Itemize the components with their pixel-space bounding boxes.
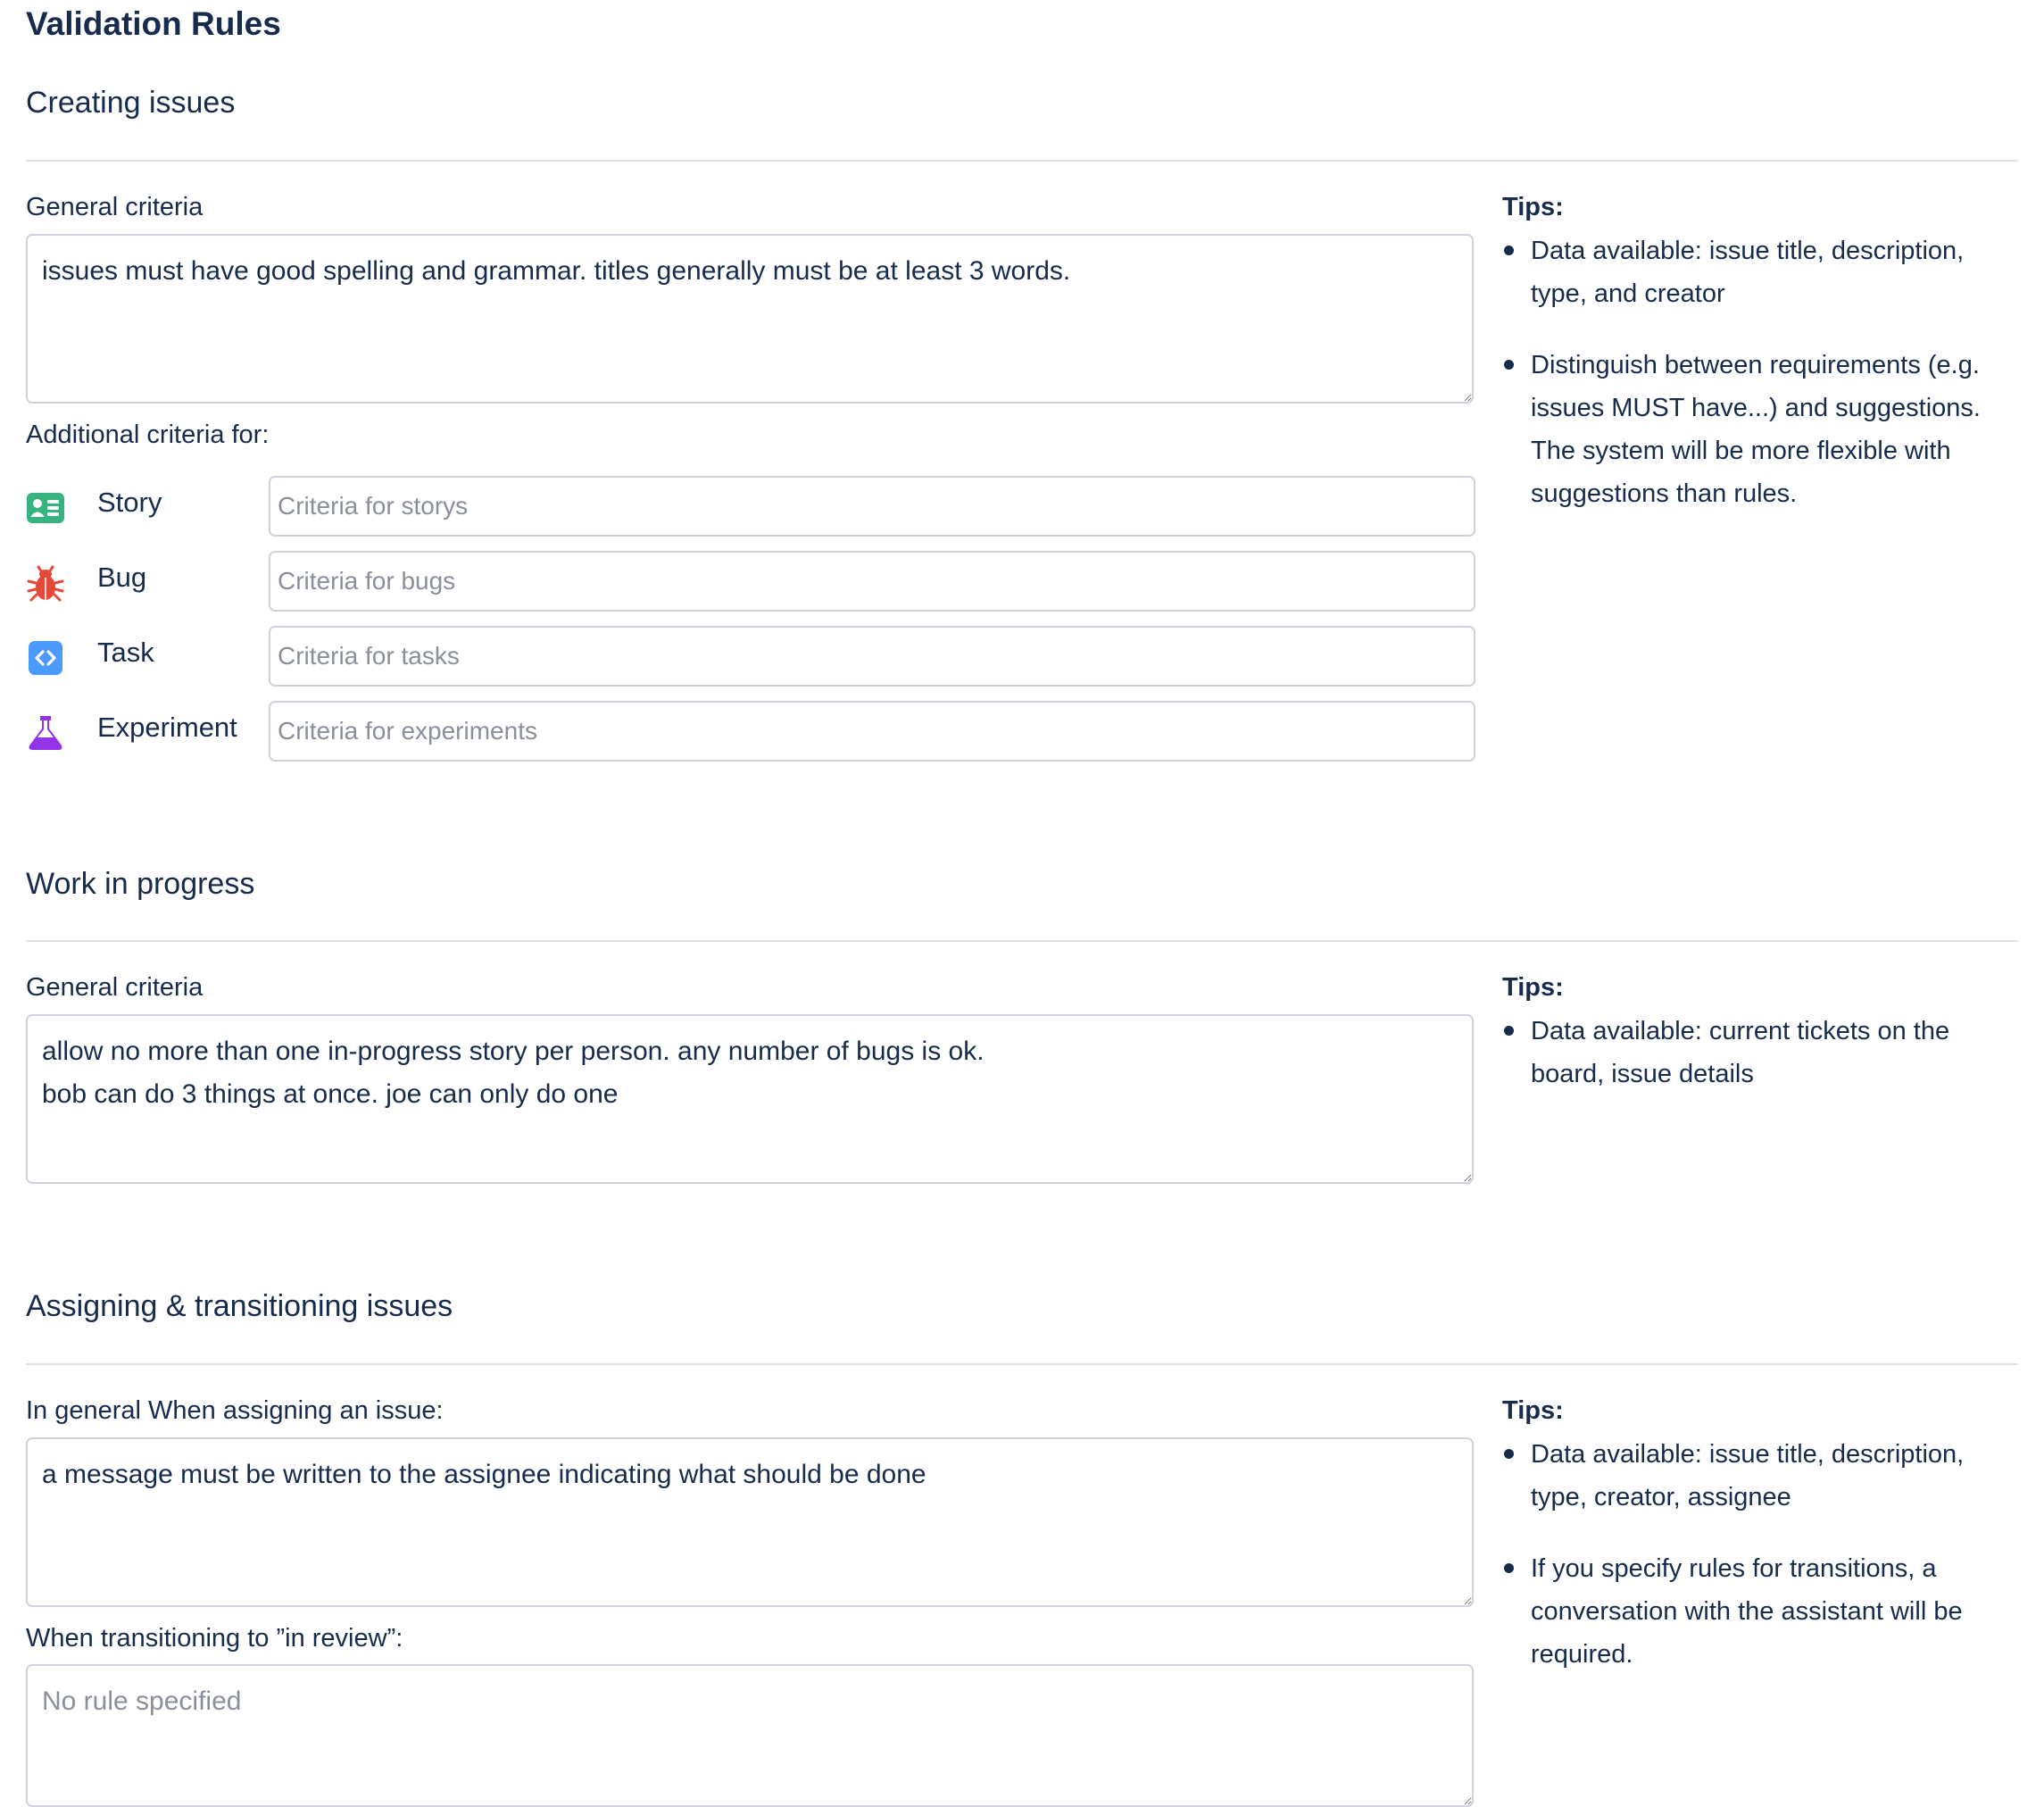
tips-title: Tips: [1502, 973, 1564, 1002]
issue-type-row-task [26, 626, 1475, 687]
assign-rule-textarea[interactable] [26, 1437, 1474, 1607]
page-title: Validation Rules [26, 5, 281, 42]
review-rule-textarea[interactable] [26, 1664, 1474, 1807]
section-divider [26, 1363, 2018, 1365]
tips-list [1502, 1010, 2020, 1095]
tips-title: Tips: [1502, 193, 1564, 221]
issue-type-row-story [26, 476, 1475, 537]
section-title: Assigning & transitioning issues [26, 1289, 453, 1323]
tip-item: If you specify rules for transitions, a conversation with the assistant will be required. [1531, 1547, 2020, 1676]
general-criteria-label: General criteria [26, 193, 204, 221]
issue-type-row-bug [26, 551, 1475, 612]
review-rule-label: When transitioning to ”in review”: [26, 1624, 403, 1653]
tips-list [1502, 1433, 2020, 1676]
section-divider [26, 940, 2018, 942]
section-title: Work in progress [26, 867, 255, 901]
flask-icon [26, 713, 65, 753]
issue-type-name: Story [97, 487, 162, 518]
section-divider [26, 160, 2018, 162]
wip-criteria-textarea[interactable] [26, 1014, 1474, 1184]
section-title: Creating issues [26, 86, 236, 120]
tips-panel [1502, 193, 2020, 544]
story-criteria-input[interactable] [269, 476, 1475, 537]
bug-icon [26, 563, 65, 603]
tip-item: Data available: issue title, description, type, creator, assignee [1531, 1433, 2020, 1519]
tip-item: Data available: current tickets on the board, issue details [1531, 1010, 2020, 1095]
tips-panel [1502, 973, 2020, 1124]
tips-list [1502, 229, 2020, 515]
story-icon [26, 488, 65, 528]
task-icon [26, 638, 65, 678]
task-criteria-input[interactable] [269, 626, 1475, 687]
bug-criteria-input[interactable] [269, 551, 1475, 612]
assign-rule-label: In general When assigning an issue: [26, 1396, 444, 1425]
additional-criteria-label: Additional criteria for: [26, 421, 270, 449]
issue-type-name: Bug [97, 562, 147, 593]
tips-title: Tips: [1502, 1396, 1564, 1425]
tips-panel [1502, 1396, 2020, 1704]
issue-type-name: Experiment [97, 712, 237, 743]
general-criteria-label: General criteria [26, 973, 204, 1002]
experiment-criteria-input[interactable] [269, 701, 1475, 762]
tip-item: Distinguish between requirements (e.g. issues MUST have...) and suggestions. The system will be more flexible with suggestions than rules. [1531, 344, 2020, 515]
issue-type-row-experiment [26, 701, 1475, 762]
issue-type-name: Task [97, 637, 154, 668]
general-criteria-textarea[interactable] [26, 234, 1474, 404]
tip-item: Data available: issue title, description, type, and creator [1531, 229, 2020, 315]
